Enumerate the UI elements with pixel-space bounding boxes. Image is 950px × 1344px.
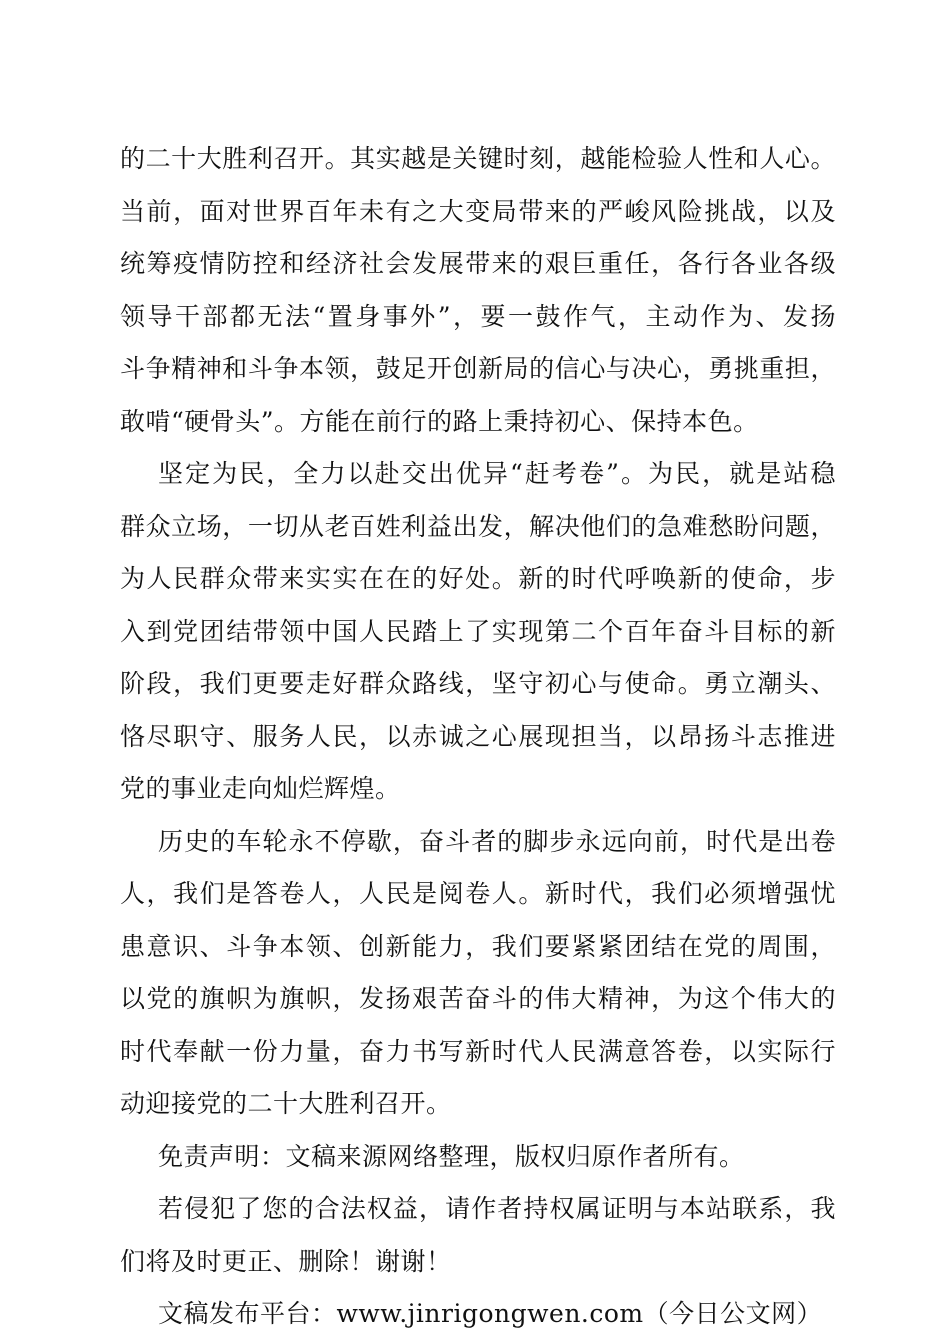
text-line: 敢啃“硬骨头”。方能在前行的路上秉持初心、保持本色。 [120, 406, 759, 436]
disclaimer-line: 免责声明：文稿来源网络整理，版权归原作者所有。 [158, 1141, 745, 1171]
text-line: 的二十大胜利召开。其实越是关键时刻，越能检验人性和人心。 [120, 144, 836, 173]
text-line: 人，我们是答卷人，人民是阅卷人。新时代，我们必须增强忧 [120, 879, 836, 908]
text-line: 斗争精神和斗争本领，鼓足开创新局的信心与决心，勇挑重担， [120, 354, 836, 383]
publisher-line: 文稿发布平台：www.jinrigongwen.com（今日公文网） [158, 1299, 823, 1328]
text-line: 坚定为民，全力以赴交出优异“赶考卷”。为民，就是站稳 [158, 459, 836, 488]
text-line: 以党的旗帜为旗帜，发扬艰苦奋斗的伟大精神，为这个伟大的 [120, 984, 836, 1013]
text-line: 恪尽职守、服务人民，以赤诚之心展现担当，以昂扬斗志推进 [120, 721, 836, 751]
text-line: 阶段，我们更要走好群众路线，坚守初心与使命。勇立潮头、 [120, 669, 836, 698]
text-line: 若侵犯了您的合法权益，请作者持权属证明与本站联系，我 [158, 1194, 836, 1223]
text-line: 群众立场，一切从老百姓利益出发，解决他们的急难愁盼问题， [120, 511, 836, 541]
text-line: 入到党团结带领中国人民踏上了实现第二个百年奋斗目标的新 [120, 616, 836, 646]
text-line: 统筹疫情防控和经济社会发展带来的艰巨重任，各行各业各级 [120, 249, 836, 278]
text-line: 动迎接党的二十大胜利召开。 [120, 1089, 452, 1118]
text-line: 时代奉献一份力量，奋力书写新时代人民满意答卷，以实际行 [120, 1036, 836, 1066]
text-line: 为人民群众带来实实在在的好处。新的时代呼唤新的使命，步 [120, 564, 836, 593]
text-line: 们将及时更正、删除！谢谢！ [120, 1246, 452, 1276]
document-body [120, 133, 836, 1341]
text-line: 当前，面对世界百年未有之大变局带来的严峻风险挑战，以及 [120, 196, 836, 226]
text-line: 历史的车轮永不停歇，奋斗者的脚步永远向前，时代是出卷 [158, 826, 836, 856]
text-line: 领导干部都无法“置身事外”，要一鼓作气，主动作为、发扬 [120, 301, 836, 331]
text-line: 党的事业走向灿烂辉煌。 [120, 774, 401, 803]
text-line: 患意识、斗争本领、创新能力，我们要紧紧团结在党的周围， [120, 931, 836, 961]
